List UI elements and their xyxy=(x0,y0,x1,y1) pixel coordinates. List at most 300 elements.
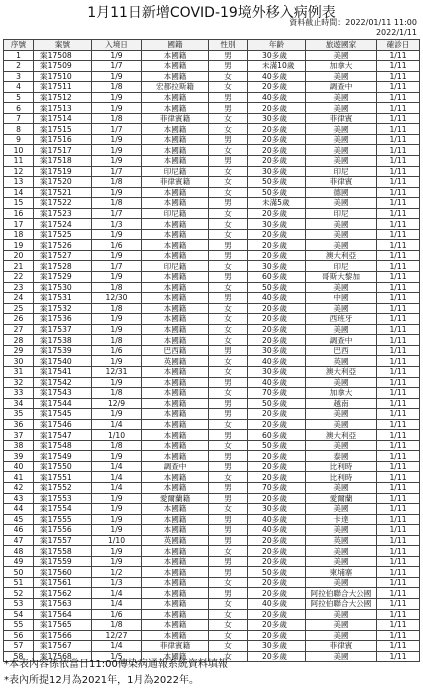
cell-sex: 男 xyxy=(209,50,248,61)
table-row xyxy=(4,134,420,145)
table-row xyxy=(4,272,420,283)
cell-sex: 男 xyxy=(209,240,248,251)
cell-nationality: 本國籍 xyxy=(142,240,209,251)
cell-sex: 女 xyxy=(209,598,248,609)
cell-case-no: 案17515 xyxy=(34,124,92,135)
cell-nationality: 本國籍 xyxy=(142,472,209,483)
cell-nationality: 本國籍 xyxy=(142,577,209,588)
cell-entry-date: 1/4 xyxy=(92,598,142,609)
cell-confirm-date: 1/11 xyxy=(377,134,420,145)
cell-nationality: 本國籍 xyxy=(142,482,209,493)
cell-nationality: 本國籍 xyxy=(142,609,209,620)
cell-entry-date: 1/9 xyxy=(92,229,142,240)
cell-travel-country: 比利時 xyxy=(306,461,377,472)
cell-nationality: 本國籍 xyxy=(142,630,209,641)
cell-travel-country: 美國 xyxy=(306,504,377,515)
cell-sex: 男 xyxy=(209,451,248,462)
cell-case-no: 案17529 xyxy=(34,272,92,283)
table-row xyxy=(4,472,420,483)
cell-serial: 7 xyxy=(4,113,34,124)
cell-travel-country: 美國 xyxy=(306,198,377,209)
cell-nationality: 本國籍 xyxy=(142,145,209,156)
cell-age: 20多歲 xyxy=(248,620,306,631)
cell-case-no: 案17551 xyxy=(34,472,92,483)
table-row xyxy=(4,419,420,430)
cell-case-no: 案17537 xyxy=(34,324,92,335)
cell-serial: 26 xyxy=(4,314,34,325)
cell-confirm-date: 1/11 xyxy=(377,187,420,198)
table-row xyxy=(4,504,420,515)
cell-sex: 男 xyxy=(209,514,248,525)
cell-confirm-date: 1/11 xyxy=(377,124,420,135)
table-row xyxy=(4,240,420,251)
cell-sex: 男 xyxy=(209,409,248,420)
cell-travel-country: 美國 xyxy=(306,419,377,430)
cell-entry-date: 1/8 xyxy=(92,335,142,346)
table-row xyxy=(4,103,420,114)
cell-nationality: 本國籍 xyxy=(142,92,209,103)
cell-confirm-date: 1/11 xyxy=(377,630,420,641)
table-row xyxy=(4,461,420,472)
cell-entry-date: 1/8 xyxy=(92,620,142,631)
cell-case-no: 案17516 xyxy=(34,134,92,145)
cell-serial: 6 xyxy=(4,103,34,114)
cell-serial: 18 xyxy=(4,229,34,240)
cell-age: 20多歲 xyxy=(248,229,306,240)
cell-entry-date: 1/9 xyxy=(92,71,142,82)
cell-sex: 女 xyxy=(209,177,248,188)
cell-travel-country: 澳大利亞 xyxy=(306,430,377,441)
cell-age: 50多歲 xyxy=(248,398,306,409)
cell-sex: 女 xyxy=(209,366,248,377)
cell-age: 30多歲 xyxy=(248,504,306,515)
cell-sex: 男 xyxy=(209,92,248,103)
cell-nationality: 本國籍 xyxy=(142,651,209,662)
cell-entry-date: 1/9 xyxy=(92,134,142,145)
cell-entry-date: 1/10 xyxy=(92,535,142,546)
cell-case-no: 案17566 xyxy=(34,630,92,641)
cell-age: 20多歲 xyxy=(248,335,306,346)
cell-case-no: 案17522 xyxy=(34,198,92,209)
cell-entry-date: 1/8 xyxy=(92,113,142,124)
cell-travel-country: 美國 xyxy=(306,145,377,156)
cell-case-no: 案17557 xyxy=(34,535,92,546)
cell-confirm-date: 1/11 xyxy=(377,303,420,314)
cell-serial: 53 xyxy=(4,598,34,609)
table-row xyxy=(4,493,420,504)
cell-travel-country: 美國 xyxy=(306,303,377,314)
cell-sex: 女 xyxy=(209,641,248,652)
cell-entry-date: 1/9 xyxy=(92,324,142,335)
cell-entry-date: 1/7 xyxy=(92,261,142,272)
footnote-year: *表內所提12月為2021年，1月為2022年。 xyxy=(4,675,199,686)
cell-case-no: 案17549 xyxy=(34,451,92,462)
table-row xyxy=(4,324,420,335)
cell-sex: 男 xyxy=(209,103,248,114)
cell-travel-country: 美國 xyxy=(306,282,377,293)
cell-sex: 男 xyxy=(209,461,248,472)
cell-sex: 男 xyxy=(209,250,248,261)
cell-case-no: 案17539 xyxy=(34,345,92,356)
cell-serial: 4 xyxy=(4,82,34,93)
cell-case-no: 案17543 xyxy=(34,388,92,399)
cell-case-no: 案17527 xyxy=(34,250,92,261)
cell-sex: 男 xyxy=(209,61,248,72)
table-row xyxy=(4,451,420,462)
cell-confirm-date: 1/11 xyxy=(377,577,420,588)
cell-age: 50多歲 xyxy=(248,187,306,198)
cell-confirm-date: 1/11 xyxy=(377,103,420,114)
table-row xyxy=(4,609,420,620)
cell-entry-date: 1/8 xyxy=(92,82,142,93)
cell-confirm-date: 1/11 xyxy=(377,419,420,430)
table-row xyxy=(4,293,420,304)
cell-nationality: 本國籍 xyxy=(142,525,209,536)
cell-serial: 47 xyxy=(4,535,34,546)
cell-age: 70多歲 xyxy=(248,482,306,493)
cell-serial: 9 xyxy=(4,134,34,145)
cell-confirm-date: 1/11 xyxy=(377,293,420,304)
cell-entry-date: 1/3 xyxy=(92,577,142,588)
cell-travel-country: 美國 xyxy=(306,92,377,103)
table-row xyxy=(4,166,420,177)
col-header-nationality: 國籍 xyxy=(142,40,209,51)
cell-age: 30多歲 xyxy=(248,166,306,177)
cell-case-no: 案17553 xyxy=(34,493,92,504)
col-header-serial: 序號 xyxy=(4,40,34,51)
table-row xyxy=(4,482,420,493)
table-row xyxy=(4,50,420,61)
cell-entry-date: 1/9 xyxy=(92,409,142,420)
cell-serial: 11 xyxy=(4,156,34,167)
cell-nationality: 本國籍 xyxy=(142,398,209,409)
cell-sex: 女 xyxy=(209,124,248,135)
cell-age: 30多歲 xyxy=(248,219,306,230)
cell-confirm-date: 1/11 xyxy=(377,641,420,652)
cell-confirm-date: 1/11 xyxy=(377,113,420,124)
cell-serial: 12 xyxy=(4,166,34,177)
cell-entry-date: 1/9 xyxy=(92,103,142,114)
cell-confirm-date: 1/11 xyxy=(377,525,420,536)
cell-age: 40多歲 xyxy=(248,92,306,103)
cell-nationality: 本國籍 xyxy=(142,430,209,441)
cell-confirm-date: 1/11 xyxy=(377,609,420,620)
cell-confirm-date: 1/11 xyxy=(377,451,420,462)
cell-age: 50多歲 xyxy=(248,440,306,451)
cell-sex: 女 xyxy=(209,651,248,662)
cell-serial: 19 xyxy=(4,240,34,251)
cell-case-no: 案17558 xyxy=(34,546,92,557)
cell-confirm-date: 1/11 xyxy=(377,82,420,93)
cell-entry-date: 12/27 xyxy=(92,630,142,641)
cell-entry-date: 1/9 xyxy=(92,556,142,567)
cell-entry-date: 1/10 xyxy=(92,430,142,441)
cell-serial: 16 xyxy=(4,208,34,219)
cell-serial: 57 xyxy=(4,641,34,652)
cell-age: 20多歲 xyxy=(248,535,306,546)
cell-travel-country: 美國 xyxy=(306,103,377,114)
cell-entry-date: 1/6 xyxy=(92,240,142,251)
cell-case-no: 案17542 xyxy=(34,377,92,388)
cell-entry-date: 1/9 xyxy=(92,451,142,462)
cell-case-no: 案17544 xyxy=(34,398,92,409)
cell-nationality: 本國籍 xyxy=(142,588,209,599)
cell-age: 未滿10歲 xyxy=(248,61,306,72)
cell-case-no: 案17568 xyxy=(34,651,92,662)
cell-serial: 20 xyxy=(4,250,34,261)
cell-confirm-date: 1/11 xyxy=(377,198,420,209)
cell-travel-country: 阿拉伯聯合大公國 xyxy=(306,588,377,599)
table-row xyxy=(4,71,420,82)
cell-serial: 32 xyxy=(4,377,34,388)
cell-confirm-date: 1/11 xyxy=(377,345,420,356)
cell-entry-date: 1/9 xyxy=(92,272,142,283)
table-row xyxy=(4,198,420,209)
cell-entry-date: 1/9 xyxy=(92,145,142,156)
cell-sex: 女 xyxy=(209,335,248,346)
cell-travel-country: 美國 xyxy=(306,134,377,145)
cell-nationality: 本國籍 xyxy=(142,451,209,462)
cell-sex: 女 xyxy=(209,113,248,124)
cell-entry-date: 1/7 xyxy=(92,61,142,72)
table-row xyxy=(4,156,420,167)
cell-travel-country: 美國 xyxy=(306,482,377,493)
cell-sex: 男 xyxy=(209,482,248,493)
cell-age: 20多歲 xyxy=(248,324,306,335)
cell-travel-country: 美國 xyxy=(306,324,377,335)
cell-sex: 男 xyxy=(209,493,248,504)
cell-serial: 38 xyxy=(4,440,34,451)
table-row xyxy=(4,556,420,567)
cell-confirm-date: 1/11 xyxy=(377,588,420,599)
cell-sex: 女 xyxy=(209,356,248,367)
cell-confirm-date: 1/11 xyxy=(377,335,420,346)
cell-confirm-date: 1/11 xyxy=(377,166,420,177)
cell-confirm-date: 1/11 xyxy=(377,314,420,325)
table-row xyxy=(4,514,420,525)
cell-sex: 女 xyxy=(209,71,248,82)
cell-nationality: 本國籍 xyxy=(142,556,209,567)
table-row xyxy=(4,345,420,356)
col-header-confirm-date: 確診日 xyxy=(377,40,420,51)
cell-sex: 女 xyxy=(209,504,248,515)
cell-entry-date: 1/7 xyxy=(92,166,142,177)
cell-confirm-date: 1/11 xyxy=(377,229,420,240)
cell-travel-country: 美國 xyxy=(306,630,377,641)
cell-confirm-date: 1/11 xyxy=(377,240,420,251)
cell-serial: 48 xyxy=(4,546,34,557)
cell-sex: 女 xyxy=(209,472,248,483)
cell-age: 20多歲 xyxy=(248,208,306,219)
cell-confirm-date: 1/11 xyxy=(377,208,420,219)
cell-serial: 29 xyxy=(4,345,34,356)
cell-confirm-date: 1/11 xyxy=(377,366,420,377)
cell-travel-country: 越南 xyxy=(306,398,377,409)
cell-sex: 女 xyxy=(209,620,248,631)
cell-nationality: 菲律賓籍 xyxy=(142,641,209,652)
table-row xyxy=(4,398,420,409)
cell-case-no: 案17508 xyxy=(34,50,92,61)
cell-travel-country: 美國 xyxy=(306,219,377,230)
cell-nationality: 本國籍 xyxy=(142,50,209,61)
cell-serial: 33 xyxy=(4,388,34,399)
cell-age: 50多歲 xyxy=(248,177,306,188)
table-row xyxy=(4,620,420,631)
cell-sex: 女 xyxy=(209,324,248,335)
cell-confirm-date: 1/11 xyxy=(377,440,420,451)
cell-sex: 女 xyxy=(209,166,248,177)
cell-travel-country: 調查中 xyxy=(306,335,377,346)
table-row xyxy=(4,577,420,588)
cell-serial: 40 xyxy=(4,461,34,472)
cell-case-no: 案17538 xyxy=(34,335,92,346)
cell-travel-country: 阿拉伯聯合大公國 xyxy=(306,598,377,609)
cell-sex: 女 xyxy=(209,609,248,620)
cell-nationality: 本國籍 xyxy=(142,620,209,631)
cell-confirm-date: 1/11 xyxy=(377,493,420,504)
cell-travel-country: 印尼 xyxy=(306,261,377,272)
cell-age: 60多歲 xyxy=(248,430,306,441)
cell-age: 30多歲 xyxy=(248,50,306,61)
table-row xyxy=(4,208,420,219)
cell-sex: 男 xyxy=(209,272,248,283)
cell-age: 40多歲 xyxy=(248,514,306,525)
cell-sex: 女 xyxy=(209,187,248,198)
cell-case-no: 案17532 xyxy=(34,303,92,314)
table-row xyxy=(4,82,420,93)
cell-age: 20多歲 xyxy=(248,577,306,588)
cell-serial: 35 xyxy=(4,409,34,420)
cell-age: 20多歲 xyxy=(248,588,306,599)
cell-entry-date: 1/4 xyxy=(92,482,142,493)
cell-age: 20多歲 xyxy=(248,314,306,325)
cell-sex: 女 xyxy=(209,419,248,430)
cell-serial: 13 xyxy=(4,177,34,188)
cell-sex: 男 xyxy=(209,293,248,304)
cell-sex: 女 xyxy=(209,303,248,314)
cell-travel-country: 美國 xyxy=(306,229,377,240)
cell-case-no: 案17545 xyxy=(34,409,92,420)
cell-sex: 女 xyxy=(209,546,248,557)
cell-travel-country: 美國 xyxy=(306,525,377,536)
col-header-age: 年齡 xyxy=(248,40,306,51)
cell-entry-date: 1/7 xyxy=(92,124,142,135)
cell-serial: 43 xyxy=(4,493,34,504)
cell-entry-date: 1/4 xyxy=(92,461,142,472)
cell-serial: 51 xyxy=(4,577,34,588)
cell-nationality: 英國籍 xyxy=(142,356,209,367)
col-header-travel-country: 旅遊國家 xyxy=(306,40,377,51)
cell-serial: 46 xyxy=(4,525,34,536)
cell-nationality: 印尼籍 xyxy=(142,208,209,219)
table-row xyxy=(4,430,420,441)
table-row xyxy=(4,177,420,188)
cell-travel-country: 巴西 xyxy=(306,345,377,356)
cell-nationality: 本國籍 xyxy=(142,250,209,261)
cell-travel-country: 調查中 xyxy=(306,82,377,93)
cell-confirm-date: 1/11 xyxy=(377,598,420,609)
cell-confirm-date: 1/11 xyxy=(377,514,420,525)
cell-confirm-date: 1/11 xyxy=(377,620,420,631)
cell-travel-country: 泰國 xyxy=(306,451,377,462)
cell-nationality: 本國籍 xyxy=(142,598,209,609)
cell-travel-country: 美國 xyxy=(306,620,377,631)
cell-entry-date: 1/9 xyxy=(92,504,142,515)
cell-confirm-date: 1/11 xyxy=(377,177,420,188)
cell-serial: 36 xyxy=(4,419,34,430)
cell-age: 20多歲 xyxy=(248,451,306,462)
cell-age: 40多歲 xyxy=(248,525,306,536)
cell-age: 20多歲 xyxy=(248,461,306,472)
cell-nationality: 英國籍 xyxy=(142,535,209,546)
cell-nationality: 本國籍 xyxy=(142,303,209,314)
report-date: 2022/1/11 xyxy=(375,28,417,37)
cell-serial: 56 xyxy=(4,630,34,641)
cell-confirm-date: 1/11 xyxy=(377,472,420,483)
cell-sex: 女 xyxy=(209,440,248,451)
cell-confirm-date: 1/11 xyxy=(377,356,420,367)
cell-case-no: 案17524 xyxy=(34,219,92,230)
cell-nationality: 菲律賓籍 xyxy=(142,113,209,124)
cell-case-no: 案17561 xyxy=(34,577,92,588)
cell-serial: 2 xyxy=(4,61,34,72)
cell-case-no: 案17514 xyxy=(34,113,92,124)
cell-confirm-date: 1/11 xyxy=(377,430,420,441)
cell-entry-date: 1/4 xyxy=(92,472,142,483)
cell-entry-date: 1/9 xyxy=(92,250,142,261)
cell-nationality: 本國籍 xyxy=(142,272,209,283)
cell-case-no: 案17560 xyxy=(34,567,92,578)
cell-age: 40多歲 xyxy=(248,377,306,388)
cell-age: 30多歲 xyxy=(248,641,306,652)
cell-entry-date: 1/2 xyxy=(92,567,142,578)
cell-confirm-date: 1/11 xyxy=(377,388,420,399)
table-row xyxy=(4,92,420,103)
cell-nationality: 菲律賓籍 xyxy=(142,177,209,188)
cell-entry-date: 1/8 xyxy=(92,303,142,314)
table-row xyxy=(4,598,420,609)
cell-entry-date: 12/9 xyxy=(92,398,142,409)
cell-sex: 男 xyxy=(209,588,248,599)
cell-age: 40多歲 xyxy=(248,293,306,304)
cell-travel-country: 愛爾蘭 xyxy=(306,493,377,504)
cell-case-no: 案17547 xyxy=(34,430,92,441)
cell-case-no: 案17541 xyxy=(34,366,92,377)
cell-nationality: 調查中 xyxy=(142,461,209,472)
cell-entry-date: 1/8 xyxy=(92,177,142,188)
cell-nationality: 本國籍 xyxy=(142,282,209,293)
page-title: 1月11日新增COVID-19境外移入病例表 xyxy=(87,5,336,21)
cell-case-no: 案17550 xyxy=(34,461,92,472)
cell-sex: 女 xyxy=(209,219,248,230)
cell-nationality: 本國籍 xyxy=(142,514,209,525)
table-row xyxy=(4,219,420,230)
cell-age: 未滿5歲 xyxy=(248,198,306,209)
cell-serial: 54 xyxy=(4,609,34,620)
cell-case-no: 案17519 xyxy=(34,166,92,177)
cell-nationality: 本國籍 xyxy=(142,71,209,82)
cell-serial: 3 xyxy=(4,71,34,82)
cell-case-no: 案17523 xyxy=(34,208,92,219)
cell-travel-country: 英國 xyxy=(306,356,377,367)
cell-age: 30多歲 xyxy=(248,366,306,377)
cell-entry-date: 1/7 xyxy=(92,208,142,219)
cell-case-no: 案17564 xyxy=(34,609,92,620)
cell-confirm-date: 1/11 xyxy=(377,535,420,546)
cell-serial: 55 xyxy=(4,620,34,631)
table-header-row xyxy=(4,40,420,51)
cell-case-no: 案17526 xyxy=(34,240,92,251)
